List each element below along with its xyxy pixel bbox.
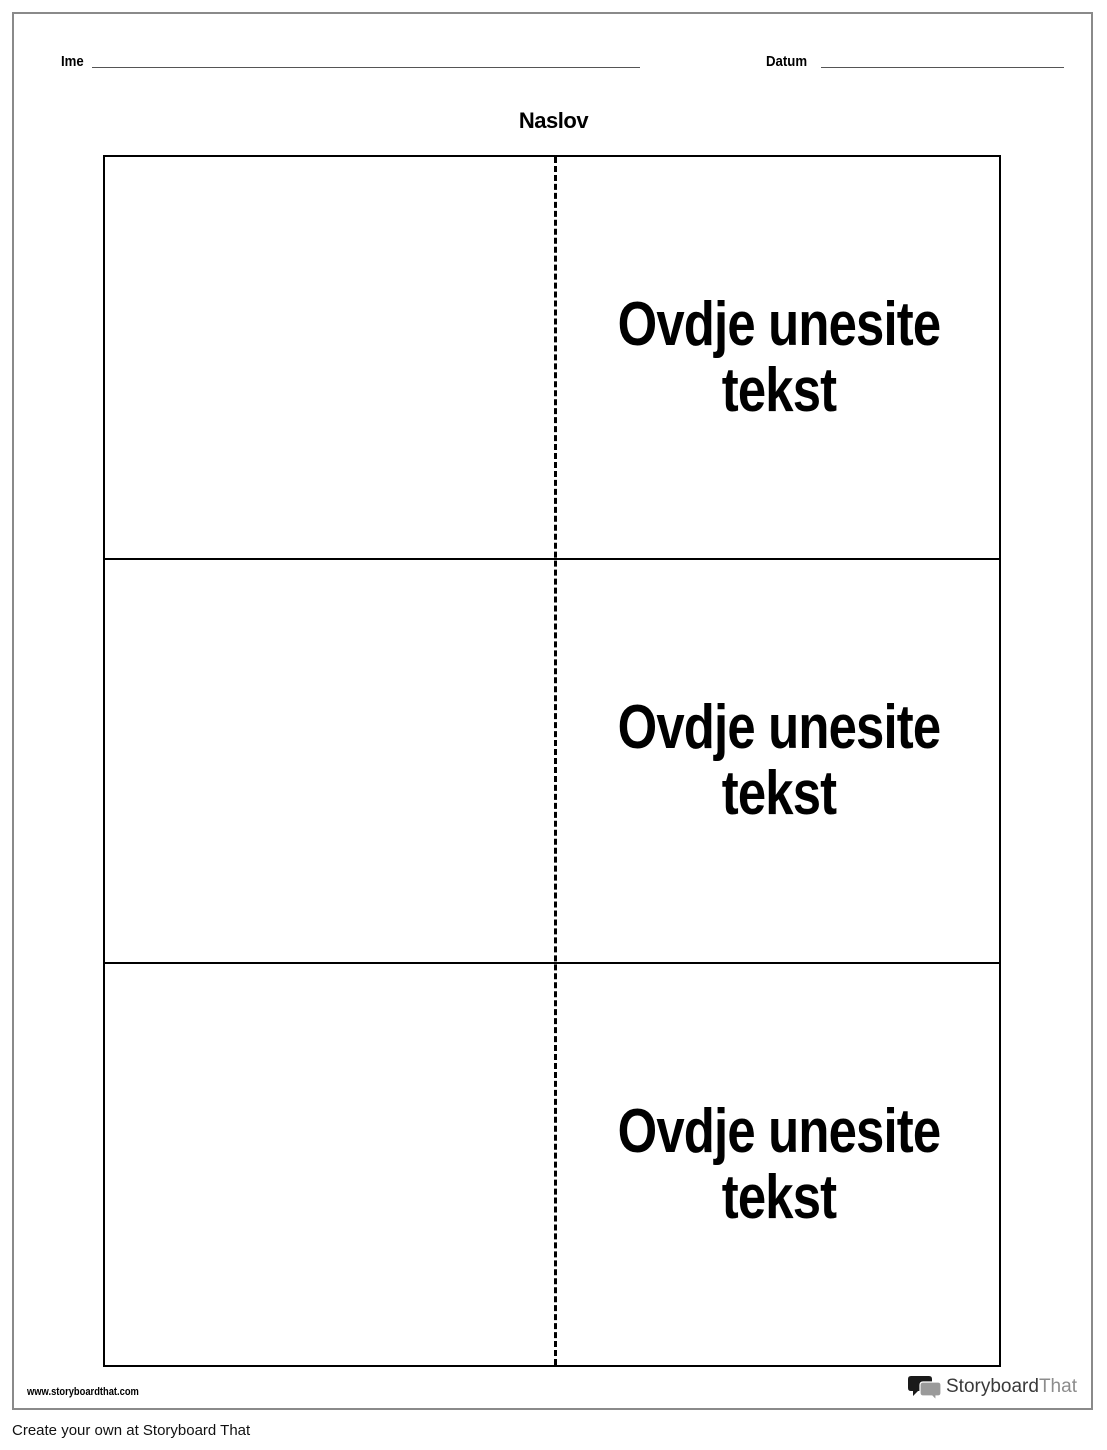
flashcard-grid [103,155,1001,1367]
create-caption[interactable]: Create your own at Storyboard That [12,1422,251,1439]
page-title[interactable]: Naslov [518,108,589,133]
card-back-cell[interactable] [105,964,552,1365]
card-front-cell[interactable] [557,157,1001,558]
card-back-cell[interactable] [105,157,552,558]
card-text[interactable]: Ovdje unesite tekst [617,1096,941,1232]
card-back-cell[interactable] [105,560,552,962]
footer-url: www.storyboardthat.com [27,1386,139,1398]
logo-text [946,1376,1077,1398]
card-front-cell[interactable] [557,560,1001,962]
speech-bubbles-icon [908,1374,942,1400]
date-field[interactable] [821,67,1064,68]
card-front-cell[interactable] [557,964,1001,1365]
name-field[interactable] [92,67,640,68]
name-label: Ime [61,53,84,70]
storyboardthat-logo [908,1374,1077,1400]
card-text[interactable]: Ovdje unesite tekst [617,289,941,425]
logo-text-bold: Storyboard [946,1376,1039,1397]
date-label: Datum [766,53,808,70]
logo-text-light: That [1038,1376,1077,1397]
card-text[interactable]: Ovdje unesite tekst [617,693,941,828]
